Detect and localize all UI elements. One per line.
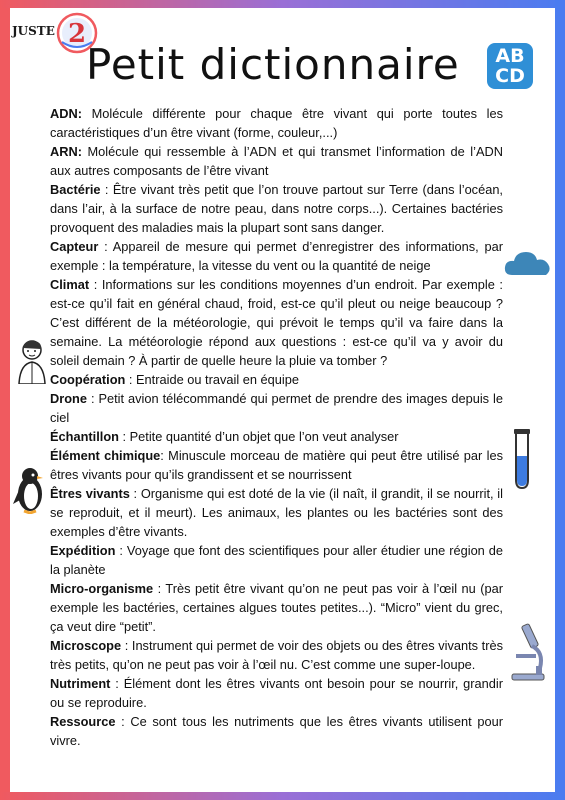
entry-definition: : Entraide ou travail en équipe: [125, 372, 299, 387]
entry-definition: : Appareil de mesure qui permet d’enregistrer des informations, par exemple : la température, la vitesse du vent ou la quantité de neige: [50, 239, 503, 273]
entry-nutriment: [50, 674, 503, 712]
entry-definition: Molécule qui ressemble à l’ADN et qui transmet l’information de l’ADN aux autres composants de l’être vivant: [50, 144, 503, 178]
entry-climat: [50, 275, 503, 370]
entry-term: Ressource: [50, 714, 116, 729]
entry-definition: : Instrument qui permet de voir des objets ou des êtres vivants très très petits, qu’on ne peut pas voir à l’œil nu. C’est comme une super-loupe.: [50, 638, 503, 672]
entry-term: Drone: [50, 391, 87, 406]
entry-definition: : Organisme qui est doté de la vie (il naît, il grandit, il se nourrit, il se reproduit, et il meurt). Les animaux, les plantes ou les bactéries sont des exemples d’être vivants.: [50, 486, 503, 539]
top-border: [0, 0, 565, 8]
left-border: [0, 0, 10, 800]
entry-term: Bactérie: [50, 182, 101, 197]
scientist-icon: [14, 338, 50, 384]
entry-term: ADN:: [50, 106, 82, 121]
entry-term: Nutriment: [50, 676, 111, 691]
entry-microscope: [50, 636, 503, 674]
entry-adn: [50, 104, 503, 142]
entry-definition: : Être vivant très petit que l’on trouve partout sur Terre (dans l’océan, dans l’air, à la surface de notre peau, dans notre corps...). Certaines bactéries provoquent des maladies mais la plupart sont sans danger.: [50, 182, 503, 235]
entry-element-chimique: [50, 446, 503, 484]
entry-expedition: [50, 541, 503, 579]
entry-term: Micro-organisme: [50, 581, 154, 596]
microscope-icon: [506, 622, 550, 682]
entry-arn: [50, 142, 503, 180]
bottom-border: [0, 792, 565, 800]
entry-term: Élément chimique: [50, 448, 161, 463]
cloud-icon: [504, 248, 552, 278]
logo-text: JUSTE: [12, 24, 55, 38]
entry-definition: : Très petit être vivant qu’on ne peut pas voir à l’œil nu (par exemple les bactéries, certaines algues toutes petites...). “Micro” vient du grec, ça veut dire “petit”.: [50, 581, 503, 634]
entry-term: Échantillon: [50, 429, 119, 444]
entry-definition: : Petite quantité d’un objet que l’on veut analyser: [118, 429, 399, 444]
logo: [12, 10, 92, 60]
entry-term: Êtres vivants: [50, 486, 130, 501]
entry-etres-vivants: [50, 484, 503, 541]
entry-term: Climat: [50, 277, 90, 292]
entry-definition: : Voyage que font des scientifiques pour aller étudier une région de la planète: [50, 543, 503, 577]
entry-term: Coopération: [50, 372, 126, 387]
entry-term: Microscope: [50, 638, 122, 653]
logo-number: 2: [67, 19, 87, 49]
entry-definition: Molécule différente pour chaque être vivant qui porte toutes les caractéristiques d’un être vivant (forme, couleur,...): [50, 106, 503, 140]
right-border: [555, 0, 565, 800]
entry-micro-organisme: [50, 579, 503, 636]
test-tube-icon: [512, 428, 532, 490]
entry-term: ARN:: [50, 144, 82, 159]
entry-ressource: [50, 712, 503, 750]
penguin-icon: [10, 464, 50, 514]
entry-definition: : Ce sont tous les nutriments que les êtres vivants utilisent pour vivre.: [50, 714, 503, 748]
entry-capteur: [50, 237, 503, 275]
entry-cooperation: [50, 370, 503, 389]
entry-echantillon: [50, 427, 503, 446]
entry-definition: : Élément dont les êtres vivants ont besoin pour se nourrir, grandir ou se reproduire.: [50, 676, 503, 710]
entry-definition: : Minuscule morceau de matière qui peut être utilisé par les êtres vivants pour qu’ils grandissent et se nourrissent: [50, 448, 503, 482]
abcd-icon: AB CD: [487, 43, 533, 89]
entry-definition: : Petit avion télécommandé qui permet de prendre des images depuis le ciel: [50, 391, 503, 425]
page-title: Petit dictionnaire: [86, 40, 460, 89]
entry-term: Expédition: [50, 543, 116, 558]
entry-term: Capteur: [50, 239, 99, 254]
dictionary-list: [50, 104, 503, 750]
entry-definition: : Informations sur les conditions moyennes d’un endroit. Par exemple : est-ce qu’il fait en général chaud, froid, est-ce qu’il pleut ou neige beaucoup ? C’est différent de la météorologie, qui prévoit le temps qu’il va faire dans la semaine. La météorologie répond aux questions : est-ce qu’il va y avoir du soleil demain ? À partir de quelle heure la pluie va tomber ?: [50, 277, 503, 368]
entry-drone: [50, 389, 503, 427]
entry-bacterie: [50, 180, 503, 237]
